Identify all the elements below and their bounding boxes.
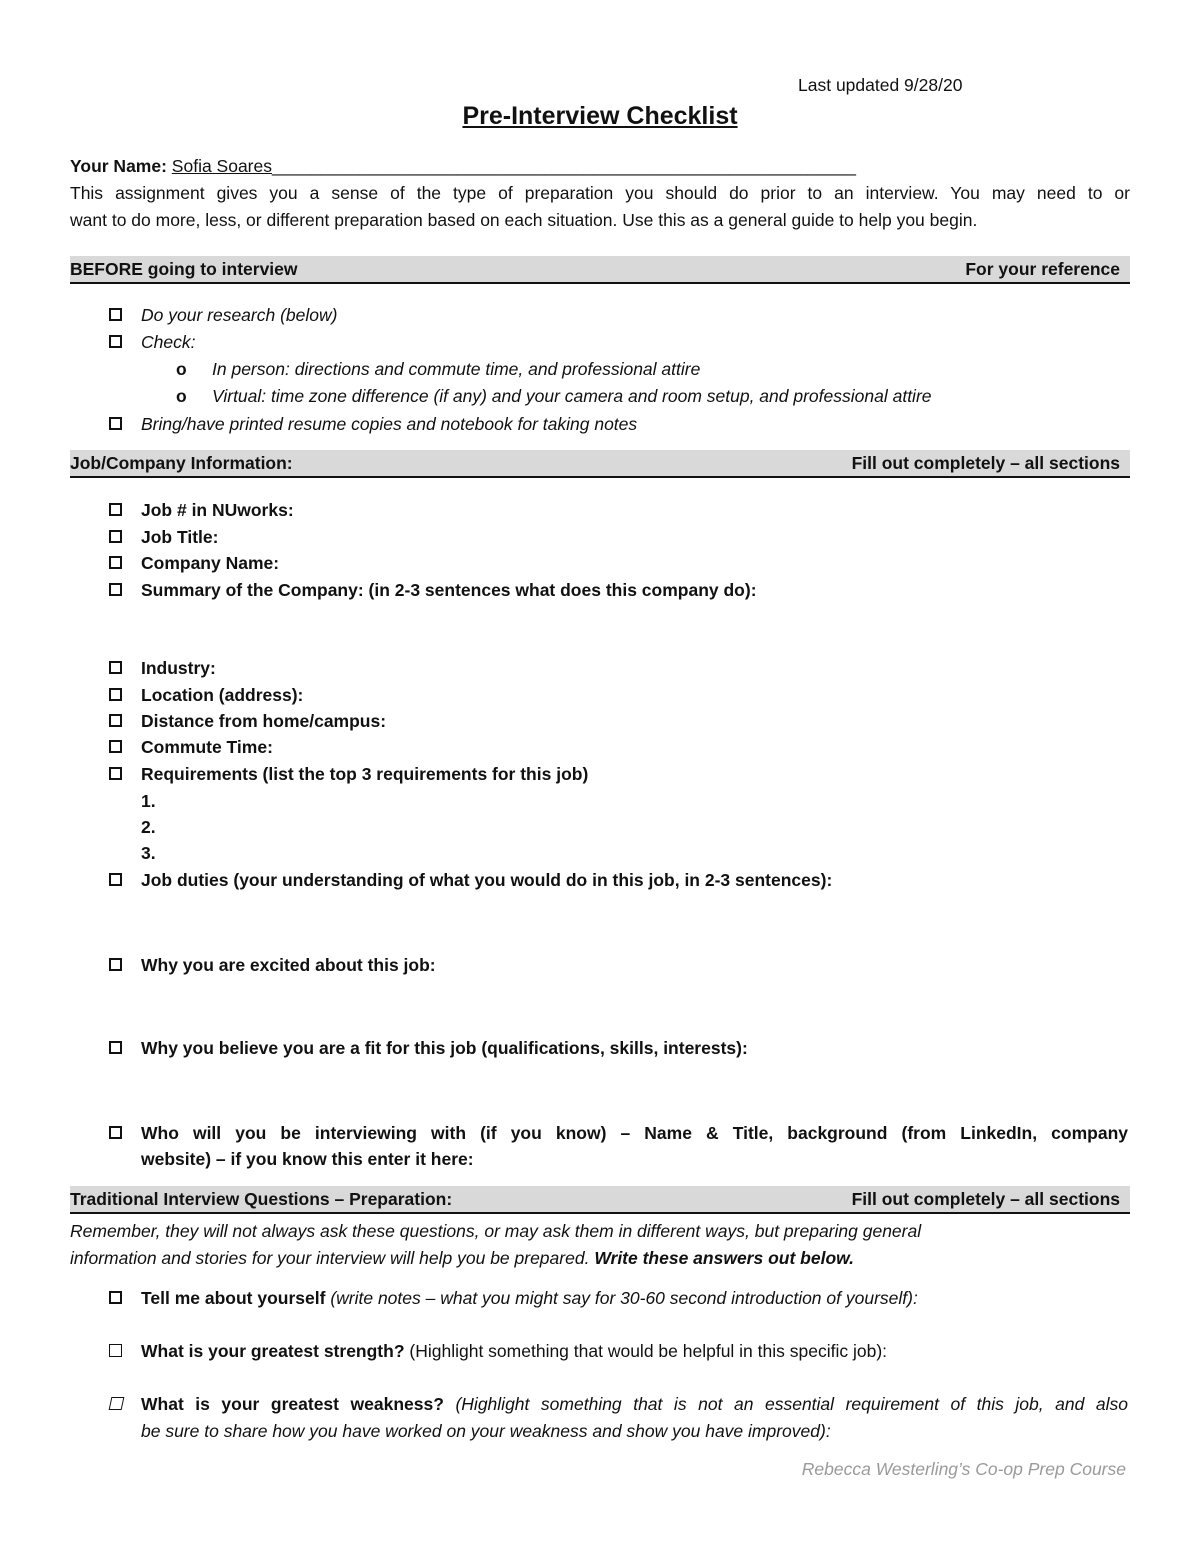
checkbox-icon[interactable]: [109, 767, 122, 780]
checkbox-icon[interactable]: [109, 688, 122, 701]
section-header-label: Traditional Interview Questions – Preparation:: [70, 1189, 453, 1209]
checkbox-icon[interactable]: [109, 740, 122, 753]
field-company-name: Company Name:: [141, 553, 280, 573]
checkbox-icon[interactable]: [109, 335, 122, 348]
checkbox-icon[interactable]: [109, 1291, 122, 1304]
section-header-questions: [70, 1186, 1130, 1214]
bullet-o-icon: o: [176, 359, 187, 379]
field-interviewer-line-1: Who will you be interviewing with (if you know) – Name & Title, background (from LinkedIn, company: [141, 1123, 1128, 1143]
name-value: Sofia Soares: [171, 156, 272, 176]
last-updated: Last updated 9/28/20: [798, 75, 963, 95]
question-label: What is your greatest strength?: [141, 1341, 405, 1361]
footer-credit: Rebecca Westerling’s Co-op Prep Course: [801, 1459, 1126, 1479]
field-why-fit: Why you believe you are a fit for this job (qualifications, skills, interests):: [141, 1038, 748, 1058]
field-requirements: Requirements (list the top 3 requirements for this job): [141, 764, 589, 784]
checkbox-icon[interactable]: [109, 583, 122, 596]
checkbox-icon[interactable]: [109, 1397, 125, 1410]
question-note: (Highlight something that is not an essential requirement of this job, and also: [455, 1394, 1128, 1414]
field-company-summary: Summary of the Company: (in 2-3 sentences what does this company do):: [141, 580, 757, 600]
checkbox-icon[interactable]: [109, 661, 122, 674]
page-title: Pre-Interview Checklist: [462, 102, 738, 130]
bullet-o-icon: o: [176, 386, 187, 406]
requirement-number: 2.: [141, 817, 156, 837]
question-label: Tell me about yourself: [141, 1288, 326, 1308]
checkbox-icon[interactable]: [109, 1344, 122, 1357]
checkbox-icon[interactable]: [109, 958, 122, 971]
section-header-label: BEFORE going to interview: [70, 259, 298, 279]
remember-text: information and stories for your interview will help you be prepared.: [70, 1248, 590, 1268]
name-label: Your Name:: [70, 156, 167, 176]
section-header-note: For your reference: [965, 259, 1120, 279]
intro-line-1: This assignment gives you a sense of the type of preparation you should do prior to an interview. You may need to or: [70, 183, 1130, 203]
requirement-number: 1.: [141, 791, 156, 811]
field-commute-time: Commute Time:: [141, 737, 273, 757]
checkbox-icon[interactable]: [109, 714, 122, 727]
checkbox-icon[interactable]: [109, 417, 122, 430]
question-weakness-line-2: be sure to share how you have worked on your weakness and show you have improved):: [141, 1421, 831, 1441]
section-header-note: Fill out completely – all sections: [851, 1189, 1120, 1209]
checkbox-icon[interactable]: [109, 308, 122, 321]
question-note: (Highlight something that would be helpful in this specific job):: [409, 1341, 888, 1361]
remember-line-2: [70, 1245, 1130, 1272]
section-header-label: Job/Company Information:: [70, 453, 293, 473]
checkbox-icon[interactable]: [109, 1041, 122, 1054]
question-note: (write notes – what you might say for 30-60 second introduction of yourself):: [330, 1288, 918, 1308]
field-interviewer-line-2: website) – if you know this enter it here:: [141, 1149, 474, 1169]
field-job-title: Job Title:: [141, 527, 219, 547]
requirement-number: 3.: [141, 843, 156, 863]
checklist-item: Bring/have printed resume copies and notebook for taking notes: [141, 414, 638, 434]
checkbox-icon[interactable]: [109, 1126, 122, 1139]
checklist-item: Do your research (below): [141, 305, 338, 325]
question-strength: [141, 1340, 887, 1362]
field-why-excited: Why you are excited about this job:: [141, 955, 436, 975]
question-tell-me: [141, 1287, 918, 1309]
field-industry: Industry:: [141, 658, 216, 678]
field-job-duties: Job duties (your understanding of what you would do in this job, in 2-3 sentences):: [141, 870, 833, 890]
sub-item: Virtual: time zone difference (if any) and your camera and room setup, and professional attire: [212, 386, 932, 406]
sub-item: In person: directions and commute time, and professional attire: [212, 359, 701, 379]
checklist-item: Check:: [141, 332, 196, 352]
field-distance: Distance from home/campus:: [141, 711, 387, 731]
name-line: [70, 155, 856, 177]
question-label: What is your greatest weakness?: [141, 1394, 444, 1414]
checkbox-icon[interactable]: [109, 503, 122, 516]
checkbox-icon[interactable]: [109, 530, 122, 543]
section-header-before: [70, 256, 1130, 284]
remember-line-1: Remember, they will not always ask these questions, or may ask them in different ways, but preparing general: [70, 1221, 922, 1241]
checkbox-icon[interactable]: [109, 873, 122, 886]
section-header-note: Fill out completely – all sections: [851, 453, 1120, 473]
checkbox-icon[interactable]: [109, 556, 122, 569]
field-location: Location (address):: [141, 685, 304, 705]
section-header-job: [70, 450, 1130, 478]
question-weakness-line-1: [141, 1393, 1128, 1415]
field-job-number: Job # in NUworks:: [141, 500, 294, 520]
remember-bold-text: Write these answers out below.: [594, 1248, 854, 1268]
name-underline: ____________________________________________________________: [272, 156, 856, 176]
intro-line-2: want to do more, less, or different preparation based on each situation. Use this as a general guide to help you begin.: [70, 210, 978, 230]
